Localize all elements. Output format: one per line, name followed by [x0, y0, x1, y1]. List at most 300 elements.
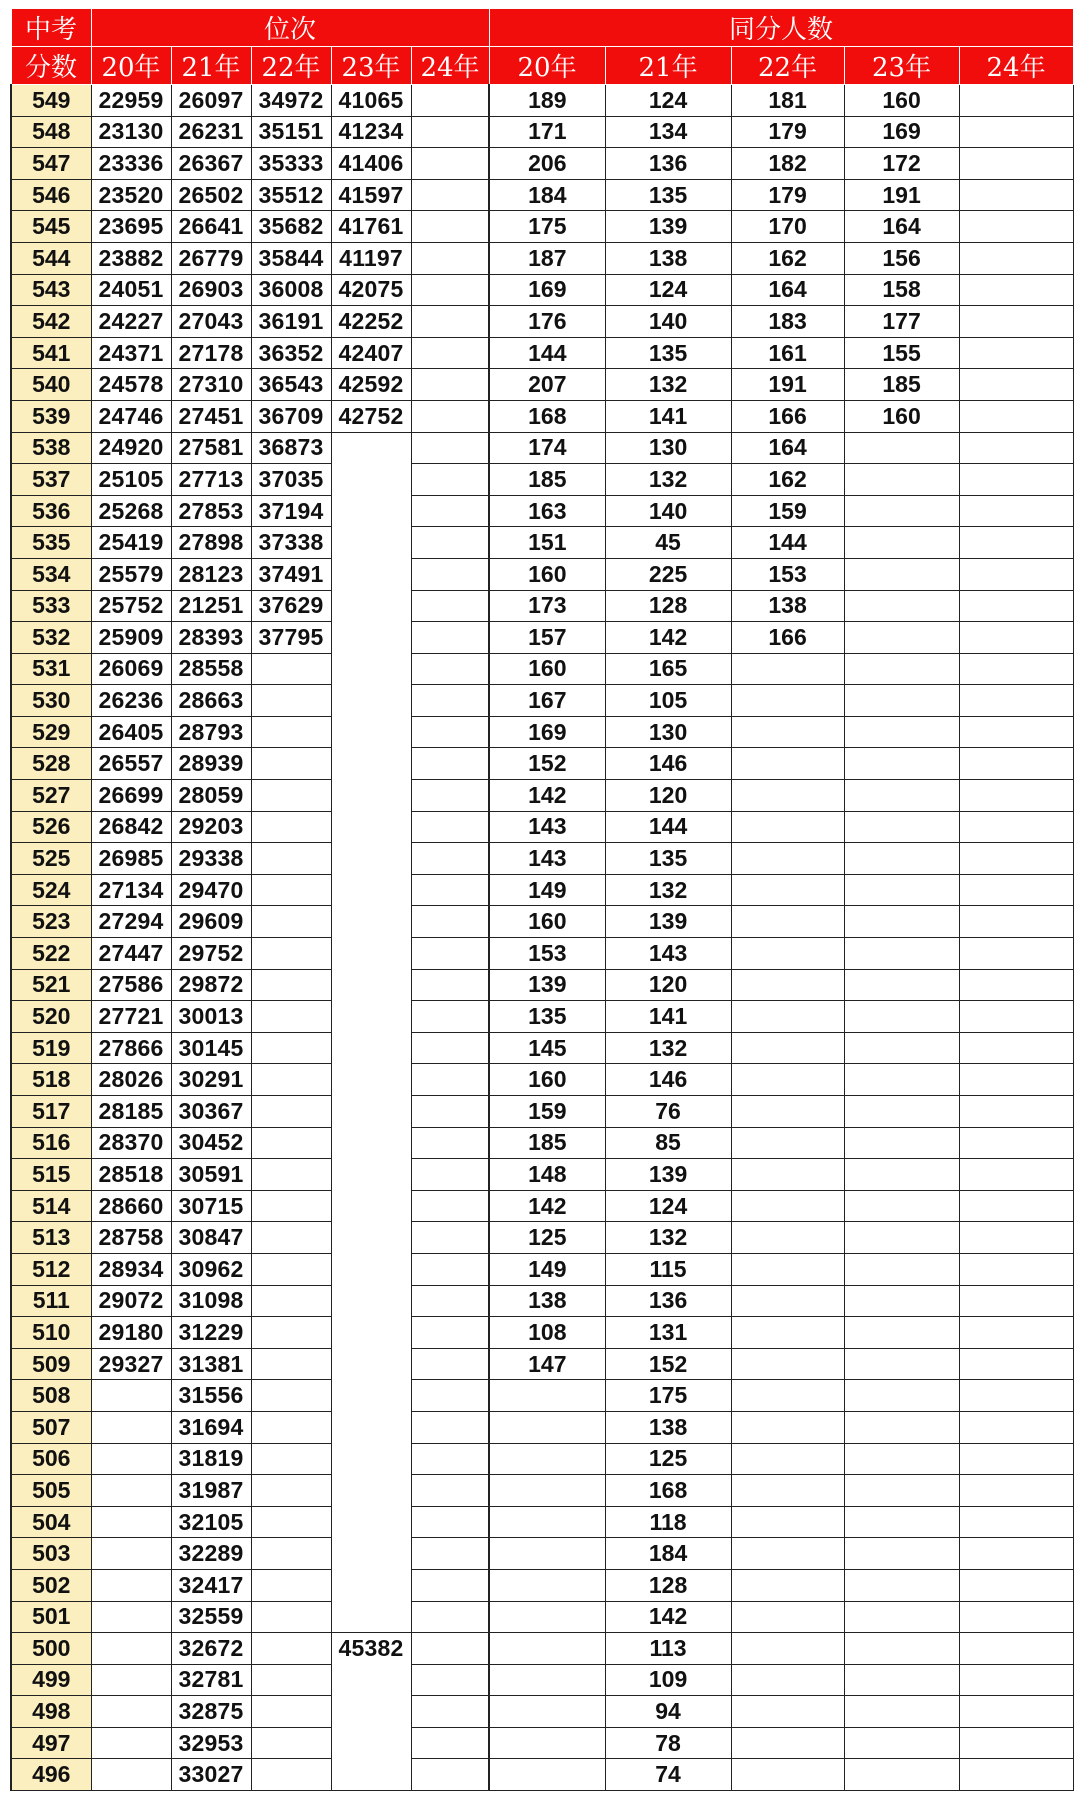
same-year-header: 23年: [844, 47, 959, 85]
same-score-cell: [959, 527, 1073, 559]
rank-cell: 36191: [251, 306, 331, 338]
score-rank-sheet: [10, 8, 1072, 1791]
same-score-cell: 143: [489, 811, 605, 843]
score-cell: 547: [11, 148, 91, 180]
rank-cell: [411, 1348, 489, 1380]
rank-cell: [331, 1001, 411, 1033]
same-score-cell: 134: [605, 116, 731, 148]
rank-cell: 32559: [171, 1601, 251, 1633]
rank-cell: [91, 1380, 171, 1412]
rank-cell: [251, 938, 331, 970]
rank-year-header: 22年: [251, 47, 331, 85]
table-row: [11, 1538, 1073, 1570]
score-cell: 544: [11, 242, 91, 274]
table-row: [11, 969, 1073, 1001]
same-score-cell: [731, 685, 844, 717]
rank-cell: [331, 1727, 411, 1759]
table-row: [11, 780, 1073, 812]
table-row: [11, 85, 1073, 117]
same-score-cell: [844, 1475, 959, 1507]
score-cell: 541: [11, 337, 91, 369]
rank-cell: [411, 1601, 489, 1633]
same-score-cell: [959, 1506, 1073, 1538]
same-score-cell: [844, 1285, 959, 1317]
rank-cell: 37035: [251, 464, 331, 496]
same-score-cell: [731, 1759, 844, 1791]
score-cell: 526: [11, 811, 91, 843]
rank-cell: [251, 1475, 331, 1507]
score-cell: 522: [11, 938, 91, 970]
rank-cell: [251, 1633, 331, 1665]
rank-cell: [331, 1317, 411, 1349]
same-score-cell: 181: [731, 85, 844, 117]
score-cell: 542: [11, 306, 91, 338]
rank-cell: [411, 1127, 489, 1159]
rank-cell: [331, 1127, 411, 1159]
same-score-cell: 135: [605, 337, 731, 369]
rank-cell: [91, 1411, 171, 1443]
score-cell: 521: [11, 969, 91, 1001]
same-score-cell: [959, 242, 1073, 274]
same-score-cell: 185: [489, 464, 605, 496]
rank-cell: 32875: [171, 1696, 251, 1728]
rank-cell: 29752: [171, 938, 251, 970]
rank-cell: 35682: [251, 211, 331, 243]
table-row: [11, 337, 1073, 369]
rank-cell: 35512: [251, 179, 331, 211]
rank-cell: [331, 527, 411, 559]
same-score-cell: 120: [605, 969, 731, 1001]
score-cell: 497: [11, 1727, 91, 1759]
rank-cell: 27447: [91, 938, 171, 970]
same-score-cell: [844, 1696, 959, 1728]
rank-cell: 30145: [171, 1032, 251, 1064]
same-score-cell: 125: [489, 1222, 605, 1254]
same-score-cell: 118: [605, 1506, 731, 1538]
same-score-cell: [844, 1411, 959, 1443]
rank-cell: [411, 495, 489, 527]
score-cell: 534: [11, 558, 91, 590]
rank-cell: [91, 1569, 171, 1601]
rank-cell: 30452: [171, 1127, 251, 1159]
rank-cell: [331, 1190, 411, 1222]
rank-cell: 31694: [171, 1411, 251, 1443]
same-score-cell: 183: [731, 306, 844, 338]
same-score-cell: [959, 1159, 1073, 1191]
rank-cell: [411, 1253, 489, 1285]
rank-cell: [411, 1664, 489, 1696]
rank-cell: 31229: [171, 1317, 251, 1349]
same-score-cell: 169: [489, 274, 605, 306]
same-score-cell: [959, 874, 1073, 906]
rank-cell: 27866: [91, 1032, 171, 1064]
rank-cell: [331, 1601, 411, 1633]
rank-cell: [331, 843, 411, 875]
rank-cell: [411, 906, 489, 938]
same-score-cell: 163: [489, 495, 605, 527]
same-score-cell: [844, 1569, 959, 1601]
rank-cell: [251, 1696, 331, 1728]
same-score-cell: 135: [489, 1001, 605, 1033]
same-score-cell: [844, 1001, 959, 1033]
same-score-cell: [959, 780, 1073, 812]
same-score-cell: [489, 1411, 605, 1443]
same-score-cell: [959, 1411, 1073, 1443]
rank-cell: [331, 1443, 411, 1475]
same-score-cell: [844, 1759, 959, 1791]
rank-cell: [331, 780, 411, 812]
score-cell: 531: [11, 653, 91, 685]
same-score-cell: [959, 1285, 1073, 1317]
same-score-cell: [844, 1253, 959, 1285]
rank-cell: [411, 1096, 489, 1128]
same-score-cell: 142: [489, 1190, 605, 1222]
rank-cell: [331, 1696, 411, 1728]
same-score-cell: 138: [605, 242, 731, 274]
rank-cell: [91, 1727, 171, 1759]
same-score-cell: [959, 1759, 1073, 1791]
same-score-cell: 156: [844, 242, 959, 274]
same-score-cell: [959, 938, 1073, 970]
rank-cell: 26699: [91, 780, 171, 812]
table-row: [11, 874, 1073, 906]
rank-cell: [411, 1727, 489, 1759]
score-cell: 527: [11, 780, 91, 812]
rank-cell: [251, 1222, 331, 1254]
same-score-cell: [731, 1380, 844, 1412]
same-score-cell: 168: [605, 1475, 731, 1507]
rank-cell: 27898: [171, 527, 251, 559]
table-row: [11, 1601, 1073, 1633]
same-score-cell: [844, 748, 959, 780]
rank-cell: 27178: [171, 337, 251, 369]
rank-cell: 42752: [331, 400, 411, 432]
same-score-cell: [731, 1696, 844, 1728]
same-score-cell: [731, 1253, 844, 1285]
same-score-cell: 124: [605, 1190, 731, 1222]
rank-cell: [411, 211, 489, 243]
same-score-cell: 185: [844, 369, 959, 401]
rank-cell: 28185: [91, 1096, 171, 1128]
rank-cell: [331, 938, 411, 970]
rank-cell: 29180: [91, 1317, 171, 1349]
table-row: [11, 1348, 1073, 1380]
same-score-cell: 169: [489, 716, 605, 748]
same-score-cell: [731, 1222, 844, 1254]
rank-cell: [331, 653, 411, 685]
rank-cell: [91, 1633, 171, 1665]
same-score-cell: 105: [605, 685, 731, 717]
rank-cell: 25909: [91, 622, 171, 654]
score-cell: 548: [11, 116, 91, 148]
rank-cell: 28663: [171, 685, 251, 717]
rank-cell: [411, 306, 489, 338]
same-score-cell: 120: [605, 780, 731, 812]
rank-cell: 27853: [171, 495, 251, 527]
same-score-cell: [959, 211, 1073, 243]
score-header-bottom: 分数: [11, 47, 91, 85]
rank-cell: [251, 1064, 331, 1096]
same-score-cell: [959, 148, 1073, 180]
rank-cell: 23130: [91, 116, 171, 148]
same-score-cell: [844, 1727, 959, 1759]
same-score-cell: 113: [605, 1633, 731, 1665]
table-row: [11, 590, 1073, 622]
same-score-cell: [731, 874, 844, 906]
rank-cell: 24051: [91, 274, 171, 306]
same-score-cell: [959, 1569, 1073, 1601]
table-row: [11, 274, 1073, 306]
score-cell: 529: [11, 716, 91, 748]
rank-cell: 29609: [171, 906, 251, 938]
same-score-cell: [959, 1475, 1073, 1507]
rank-cell: [411, 85, 489, 117]
rank-cell: [331, 1159, 411, 1191]
score-cell: 506: [11, 1443, 91, 1475]
same-year-header: 20年: [489, 47, 605, 85]
rank-cell: [411, 464, 489, 496]
same-score-cell: 139: [605, 906, 731, 938]
rank-cell: 36543: [251, 369, 331, 401]
rank-cell: 32672: [171, 1633, 251, 1665]
rank-cell: [331, 906, 411, 938]
same-score-cell: 145: [489, 1032, 605, 1064]
same-score-cell: 138: [731, 590, 844, 622]
same-score-cell: 171: [489, 116, 605, 148]
rank-cell: [251, 1759, 331, 1791]
same-score-cell: [959, 1348, 1073, 1380]
rank-cell: [251, 780, 331, 812]
same-score-cell: [731, 1601, 844, 1633]
score-cell: 524: [11, 874, 91, 906]
same-score-cell: 160: [844, 85, 959, 117]
table-row: [11, 432, 1073, 464]
same-score-cell: 45: [605, 527, 731, 559]
same-score-cell: [731, 1506, 844, 1538]
same-score-cell: [959, 653, 1073, 685]
rank-cell: [251, 1285, 331, 1317]
rank-cell: 32417: [171, 1569, 251, 1601]
rank-cell: 36008: [251, 274, 331, 306]
score-cell: 549: [11, 85, 91, 117]
rank-year-header: 21年: [171, 47, 251, 85]
same-score-cell: [731, 716, 844, 748]
same-score-cell: 146: [605, 1064, 731, 1096]
table-row: [11, 369, 1073, 401]
score-cell: 518: [11, 1064, 91, 1096]
rank-cell: [251, 1538, 331, 1570]
same-score-cell: 191: [844, 179, 959, 211]
same-score-cell: [844, 1032, 959, 1064]
table-row: [11, 242, 1073, 274]
table-row: [11, 685, 1073, 717]
same-score-cell: 166: [731, 400, 844, 432]
same-score-cell: [844, 1222, 959, 1254]
same-score-cell: 166: [731, 622, 844, 654]
table-row: [11, 1633, 1073, 1665]
rank-cell: 29203: [171, 811, 251, 843]
table-row: [11, 1569, 1073, 1601]
same-score-cell: 78: [605, 1727, 731, 1759]
score-cell: 532: [11, 622, 91, 654]
rank-cell: [411, 558, 489, 590]
same-score-cell: [489, 1633, 605, 1665]
rank-cell: [91, 1443, 171, 1475]
same-score-cell: [731, 1569, 844, 1601]
same-score-cell: 147: [489, 1348, 605, 1380]
rank-cell: 37629: [251, 590, 331, 622]
rank-cell: 36709: [251, 400, 331, 432]
same-score-cell: 207: [489, 369, 605, 401]
rank-cell: [331, 1664, 411, 1696]
same-score-cell: [959, 400, 1073, 432]
same-score-cell: 161: [731, 337, 844, 369]
same-score-cell: [731, 780, 844, 812]
rank-cell: 28059: [171, 780, 251, 812]
rank-cell: [251, 748, 331, 780]
table-row: [11, 1317, 1073, 1349]
same-score-cell: [959, 274, 1073, 306]
same-score-cell: [489, 1506, 605, 1538]
rank-year-header: 24年: [411, 47, 489, 85]
same-score-cell: [844, 464, 959, 496]
same-score-cell: 159: [731, 495, 844, 527]
same-score-cell: 160: [489, 558, 605, 590]
table-row: [11, 495, 1073, 527]
same-score-cell: [959, 179, 1073, 211]
same-score-cell: [844, 1348, 959, 1380]
same-year-header: 22年: [731, 47, 844, 85]
same-score-cell: 76: [605, 1096, 731, 1128]
rank-cell: 24920: [91, 432, 171, 464]
score-cell: 543: [11, 274, 91, 306]
score-cell: 507: [11, 1411, 91, 1443]
table-row: [11, 1475, 1073, 1507]
same-score-cell: [731, 906, 844, 938]
score-cell: 514: [11, 1190, 91, 1222]
rank-cell: 41406: [331, 148, 411, 180]
rank-cell: 26069: [91, 653, 171, 685]
rank-cell: 26903: [171, 274, 251, 306]
same-score-cell: [959, 337, 1073, 369]
rank-cell: [411, 780, 489, 812]
rank-cell: 22959: [91, 85, 171, 117]
rank-cell: [411, 400, 489, 432]
same-score-cell: 125: [605, 1443, 731, 1475]
rank-cell: 31098: [171, 1285, 251, 1317]
rank-cell: 24371: [91, 337, 171, 369]
rank-cell: [411, 969, 489, 1001]
rank-cell: 37194: [251, 495, 331, 527]
rank-cell: [251, 843, 331, 875]
same-score-cell: [489, 1443, 605, 1475]
rank-cell: 21251: [171, 590, 251, 622]
score-cell: 498: [11, 1696, 91, 1728]
same-score-cell: 141: [605, 400, 731, 432]
same-score-cell: 142: [489, 780, 605, 812]
same-score-cell: 157: [489, 622, 605, 654]
same-score-cell: [844, 1127, 959, 1159]
rank-cell: 33027: [171, 1759, 251, 1791]
same-score-cell: 141: [605, 1001, 731, 1033]
rank-cell: 29072: [91, 1285, 171, 1317]
same-score-cell: 144: [489, 337, 605, 369]
score-cell: 509: [11, 1348, 91, 1380]
rank-cell: [411, 527, 489, 559]
table-row: [11, 1190, 1073, 1222]
rank-cell: [411, 116, 489, 148]
same-score-cell: 139: [489, 969, 605, 1001]
rank-cell: 26231: [171, 116, 251, 148]
same-score-cell: 132: [605, 874, 731, 906]
score-cell: 504: [11, 1506, 91, 1538]
rank-cell: 26557: [91, 748, 171, 780]
table-row: [11, 1253, 1073, 1285]
same-score-cell: 175: [605, 1380, 731, 1412]
rank-cell: [331, 1253, 411, 1285]
score-header-top: 中考: [11, 9, 91, 47]
rank-cell: [331, 748, 411, 780]
rank-cell: [411, 653, 489, 685]
rank-cell: 29470: [171, 874, 251, 906]
rank-cell: [331, 1222, 411, 1254]
rank-cell: [91, 1664, 171, 1696]
score-cell: 501: [11, 1601, 91, 1633]
same-score-cell: [731, 1064, 844, 1096]
table-row: [11, 1506, 1073, 1538]
score-cell: 519: [11, 1032, 91, 1064]
rank-cell: [331, 1348, 411, 1380]
same-score-cell: 146: [605, 748, 731, 780]
rank-cell: 41761: [331, 211, 411, 243]
rank-year-header: 20年: [91, 47, 171, 85]
rank-cell: 41234: [331, 116, 411, 148]
same-score-cell: [489, 1759, 605, 1791]
same-score-cell: [844, 1159, 959, 1191]
rank-cell: [411, 685, 489, 717]
table-row: [11, 1222, 1073, 1254]
rank-cell: 28026: [91, 1064, 171, 1096]
same-score-cell: [959, 843, 1073, 875]
rank-cell: 23520: [91, 179, 171, 211]
same-score-cell: 132: [605, 464, 731, 496]
same-score-cell: 109: [605, 1664, 731, 1696]
rank-cell: 30367: [171, 1096, 251, 1128]
same-score-cell: 160: [489, 1064, 605, 1096]
rank-cell: 30962: [171, 1253, 251, 1285]
same-score-cell: [844, 1096, 959, 1128]
same-score-cell: 130: [605, 716, 731, 748]
rank-cell: [331, 432, 411, 464]
score-cell: 538: [11, 432, 91, 464]
table-row: [11, 622, 1073, 654]
rank-cell: 41597: [331, 179, 411, 211]
rank-cell: [411, 938, 489, 970]
same-score-cell: [959, 685, 1073, 717]
rank-cell: [251, 811, 331, 843]
same-score-cell: [844, 590, 959, 622]
rank-cell: 28793: [171, 716, 251, 748]
rank-cell: [251, 874, 331, 906]
same-score-cell: [844, 1380, 959, 1412]
score-cell: 500: [11, 1633, 91, 1665]
same-score-cell: [844, 1664, 959, 1696]
table-row: [11, 906, 1073, 938]
same-score-group-header: 同分人数: [489, 9, 1073, 47]
rank-cell: 26842: [91, 811, 171, 843]
rank-cell: [251, 1253, 331, 1285]
same-score-cell: [844, 780, 959, 812]
